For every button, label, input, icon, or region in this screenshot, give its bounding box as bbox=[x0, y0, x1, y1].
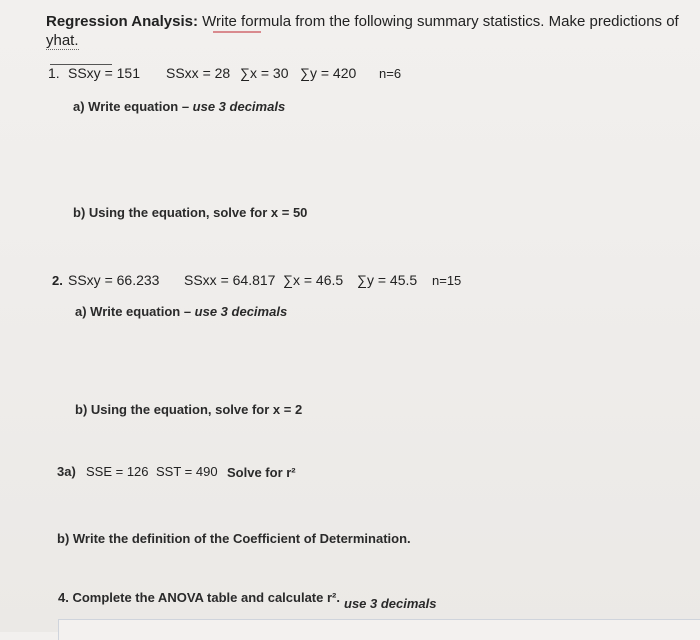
problem2-n: n=15 bbox=[432, 273, 462, 288]
problem2-sumx: ∑x = 46.5 bbox=[283, 272, 344, 288]
problem1-number: 1. bbox=[48, 65, 60, 81]
problem1-part-a bbox=[73, 99, 285, 114]
title-line2: yhat. bbox=[46, 32, 79, 49]
problem1-n: n=6 bbox=[379, 66, 402, 81]
problem2-ssxx: SSxx = 64.817 bbox=[184, 272, 276, 288]
problem3-sse: SSE = 126 bbox=[86, 464, 149, 479]
problem2-part-b: b) Using the equation, solve for x = 2 bbox=[75, 402, 303, 417]
problem3-sst: SST = 490 bbox=[156, 464, 218, 479]
title-bold: Regression Analysis: bbox=[46, 13, 198, 30]
problem3-label: 3a) bbox=[57, 464, 76, 479]
problem2-part-a-label: a) Write equation – bbox=[75, 304, 195, 319]
problem4-note-text: use 3 decimals bbox=[344, 596, 437, 611]
problem3-solve: Solve for r² bbox=[227, 465, 296, 480]
anova-table-edge bbox=[58, 619, 700, 640]
problem1-ssxx: SSxx = 28 bbox=[166, 65, 231, 81]
problem1-part-a-note: use 3 decimals bbox=[192, 99, 286, 114]
title-text: Write formula from the following summary statistics. Make predictions of bbox=[198, 13, 679, 30]
spellcheck-underline bbox=[213, 31, 261, 33]
problem1-sumy: ∑y = 420 bbox=[300, 65, 357, 81]
problem4-label: 4. Complete the ANOVA table and calculate r². bbox=[58, 590, 340, 605]
problem1-ssxy: SSxy = 151 bbox=[68, 65, 140, 81]
problem1-part-b: b) Using the equation, solve for x = 50 bbox=[73, 205, 308, 220]
problem2-sumy: ∑y = 45.5 bbox=[357, 272, 418, 288]
problem2-number: 2. bbox=[52, 273, 63, 288]
problem2-ssxy: SSxy = 66.233 bbox=[68, 272, 160, 288]
problem1-sumx: ∑x = 30 bbox=[240, 65, 289, 81]
problem4-note bbox=[344, 596, 437, 611]
problem2-part-a-note: use 3 decimals bbox=[194, 304, 288, 319]
page-title bbox=[46, 11, 686, 32]
problem3-part-b: b) Write the definition of the Coefficient of Determination. bbox=[57, 531, 411, 546]
problem1-part-a-label: a) Write equation – bbox=[73, 99, 193, 114]
problem2-part-a bbox=[75, 304, 287, 319]
